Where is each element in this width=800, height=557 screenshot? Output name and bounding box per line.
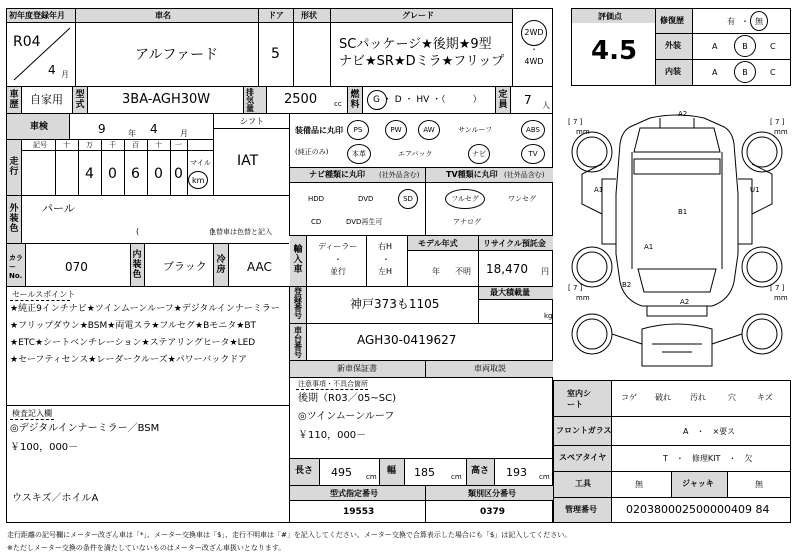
navi-note: (社外品含む) [379,171,420,179]
length-value: 495 [331,466,352,479]
mark-a2-rear: A2 [680,298,690,306]
color-no-value: 070 [65,260,88,274]
spare-value: T ・ 修理KIT ・ 欠 [663,454,753,463]
navi-hdd: HDD [308,195,325,203]
tv-note: (社外品含む) [504,171,545,179]
notes-line-3: ￥110，000－ [298,430,367,441]
mileage-label: 走行 [9,157,19,177]
chassis-label: 車台番号 [294,326,302,359]
import-rh: 右H [378,242,393,251]
sales-line-2: ★フリップダウン★BSM★両電スラ★フルセグ★Bモニタ★BT [10,321,257,331]
height-unit: cm [539,473,550,481]
interior-item-5: キズ [757,393,773,402]
grade-line2: ナビ★SR★Dミラ★フリップ [339,54,505,69]
color-note: 色替車は色替と記入 [209,228,272,236]
inspection-month: 4 [150,122,158,136]
recycle-value: 18,470 [486,262,528,276]
color-paren: ( ) [136,227,215,236]
door-label: ドア [268,11,284,20]
exterior-label: 外装 [665,41,681,50]
class-num-label: 類別区分番号 [468,489,516,498]
capacity-unit: 人 [542,101,550,110]
digit-label-3: 千 [109,141,116,149]
ac-label: 冷房 [216,255,226,275]
recycle-unit: 円 [541,267,549,276]
mark-u1-right: U1 [750,186,760,194]
mark-a2-front: A2 [678,110,688,118]
drive-dot: ・ [530,45,538,54]
management-value: 020380002500000409 84 [626,503,770,516]
disp-value: 2500 [284,92,318,107]
tire-rr-mm: mm [774,294,788,302]
jack-value: 無 [755,480,763,489]
equip-sunroof: サンルーフ [458,126,493,134]
reg-month: 4 [48,63,56,77]
interior-eval-label: 室内シート [567,389,591,409]
navi-cd: CD [311,218,322,226]
mile-label: マイル [190,159,211,167]
tire-rl: [ 7 ] [568,284,583,292]
mileage-digit: 0 [154,166,163,182]
import-dot: ・ [334,255,342,264]
chassis-value: AGH30-0419627 [357,333,457,347]
inspection-month-unit: 月 [180,129,188,138]
tire-fr-mm: mm [774,128,788,136]
equip-abs: ABS [526,126,540,134]
type-num-label: 型式指定番号 [330,489,378,498]
equip-tv: TV [528,150,538,158]
shift-value: IAT [237,153,259,169]
inspection-year-unit: 年 [128,129,136,138]
equip-aw: AW [423,126,435,134]
interior-item-3: 汚れ [690,393,706,402]
equipment-subtitle: (純正のみ) [295,148,329,156]
usage-label: 車歴 [9,90,19,110]
width-value: 185 [414,466,435,479]
int-color-label: 内装色 [132,250,142,280]
equipment-title: 装備品に丸印 [295,126,343,135]
sales-label: セールスポイント [12,290,76,299]
ext-c: C [770,42,776,51]
notes-line-1: 後期（R03／05~SC) [298,393,397,404]
windshield-label: フロントガラス [556,426,612,435]
mileage-digit: 0 [108,166,117,182]
era-year: R04 [13,34,41,50]
mark-b2-rear: B2 [622,281,632,289]
tv-fullseg: フルセグ [451,195,479,203]
grade-line1: SCパッケージ★後期★9型 [339,37,492,52]
recycle-label: リサイクル預託金 [483,239,546,248]
drive-4wd: 4WD [524,57,544,66]
doors-value: 5 [271,46,280,62]
equip-leather: 本革 [352,150,366,158]
tire-fr: [ 7 ] [770,118,785,126]
mileage-digit: 4 [85,166,94,182]
drive-2wd: 2WD [524,28,544,37]
navi-sd: SD [403,195,413,203]
mark-b1-center: B1 [678,208,688,216]
reg-month-unit: 月 [61,70,69,79]
tire-rr: [ 7 ] [770,284,785,292]
inspector-label: 検査記入欄 [12,409,52,418]
year-label: 初年度登録年月 [9,11,65,20]
digit-label-2: 万 [86,141,93,149]
color-value: パール [42,202,75,215]
import-dot2: ・ [382,255,390,264]
km-label: km [192,176,205,185]
equip-pw: PW [390,126,402,134]
int-a: A [712,68,718,77]
tv-label: TV種類に丸印 [446,170,498,179]
repair-label: 修復歴 [660,16,684,25]
digit-label-5: 十 [155,141,162,149]
digit-label-6: 一 [175,141,182,149]
ext-b: B [742,42,748,51]
warranty-label: 新車保証書 [337,364,377,373]
usage-value: 自家用 [30,93,63,106]
length-label: 長さ [295,466,314,476]
footer-line-2: ※ただしメーター交換の条件を満たしていないものはメーター改ざん車扱いとなります。 [7,544,286,552]
equip-airbag: エアバック [398,150,433,158]
mileage-digit: 0 [174,166,183,182]
shift-label: シフト [240,117,264,126]
digit-label-1: 十 [63,141,70,149]
navi-dvd-play: DVD再生可 [346,218,383,226]
import-dealer: ディーラー [318,242,358,251]
tire-fl-mm: mm [576,128,590,136]
car-name: アルファード [135,47,219,63]
tv-analog: アナログ [453,218,481,226]
manual-label: 車両取説 [474,364,506,373]
digit-label-4: 百 [132,141,139,149]
import-parallel: 並行 [330,267,346,276]
navi-dvd: DVD [358,195,374,203]
tire-rl-mm: mm [576,294,590,302]
length-unit: cm [366,473,377,481]
fuel-options: G ・ D ・ HV ・（ ） [373,95,482,105]
model-year-unit: 年 [432,267,440,276]
spare-label: スペアタイヤ [559,453,607,462]
mark-a1-rear-left: A1 [644,243,654,251]
tv-oneseg: ワンセグ [508,195,536,203]
jack-label: ジャッキ [682,479,714,488]
model-value: 3BA-AGH30W [122,92,211,107]
int-color-value: ブラック [163,260,207,273]
management-label: 管理番号 [565,505,597,514]
inspection-year: 9 [98,122,106,136]
disp-unit: cc [334,100,342,108]
fuel-label: 燃料 [350,90,360,110]
type-num-value: 19553 [343,507,375,517]
interior-item-1: コゲ [621,393,637,402]
shape-label: 形状 [301,11,317,20]
int-b: B [742,68,748,77]
notes-label: 注意事項・不具合箇所 [298,380,368,388]
interior-item-2: 破れ [655,393,671,402]
sales-line-1: ★純正9インチナビ★ツインムーンルーフ★デジタルインナーミラー [10,304,280,314]
width-unit: cm [451,473,462,481]
interior-item-4: 穴 [728,393,736,402]
mark-a1-left: A1 [594,186,604,194]
height-value: 193 [506,466,527,479]
windshield-value: A ・ ×要ス [683,427,736,436]
width-label: 幅 [387,466,397,476]
footer-line-1: 走行距離の記号欄にメーター改ざん車は「*」、メーター交換車は「$」、走行不明車は「#」を記入してください。メーター交換で合算表示した場合にも「$」は記入してください。 [7,531,572,539]
tools-value: 無 [635,480,643,489]
registration-label: 登録番号 [294,287,302,320]
max-load-unit: kg [544,312,553,320]
height-label: 高さ [471,466,490,476]
equip-ps: PS [353,126,363,134]
registration-value: 神戸373も1105 [350,297,440,311]
inspection-label: 車検 [30,122,49,132]
car-damage-diagram [562,104,798,374]
car-name-label: 車名 [155,11,171,20]
inspector-line-1: ◎デジタルインナーミラー／BSM [10,423,160,434]
inspector-line-2: ￥100，000－ [10,442,79,453]
sales-line-4: ★セーフティセンス★レーダークルーズ★パワーバックドア [10,355,247,365]
interior-label: 内装 [665,67,681,76]
grade-label: グレード [402,11,434,20]
capacity-value: 7 [524,93,532,107]
class-num-value: 0379 [480,507,506,517]
ext-a: A [712,42,718,51]
color-no-label: カラーNo. [9,254,23,280]
import-label: 輸入車 [293,245,303,275]
model-year-unknown: 不明 [455,267,471,276]
sales-line-3: ★ETC★シートベンチレーション★ステアリングヒータ★LED [10,338,256,348]
model-year-label: モデル年式 [418,239,458,248]
ac-value: AAC [247,260,272,274]
color-label: 外装色 [9,204,19,234]
mileage-symbol-label: 記号 [33,141,47,149]
import-lh: 左H [378,267,393,276]
int-c: C [770,68,776,77]
disp-label: 排気量 [246,88,254,113]
tools-label: 工具 [575,479,591,488]
repair-sep: ・ [741,17,749,26]
capacity-label: 定員 [498,90,508,110]
tire-fl: [ 7 ] [568,118,583,126]
equip-navi: ナビ [472,150,486,158]
inspector-bottom: ウスキズ／ホイルA [12,493,99,504]
mileage-digit: 6 [131,166,140,182]
notes-line-2: ◎ツインムーンルーフ [298,411,395,422]
max-load-label: 最大積載量 [490,288,530,297]
repair-no: 無 [755,17,763,26]
header-row-bg [7,9,512,22]
score-value: 4.5 [591,36,638,66]
score-label: 評価点 [598,12,622,21]
model-label: 型式 [75,90,85,110]
repair-yes: 有 [727,17,735,26]
navi-label: ナビ種類に丸印 [309,170,365,179]
